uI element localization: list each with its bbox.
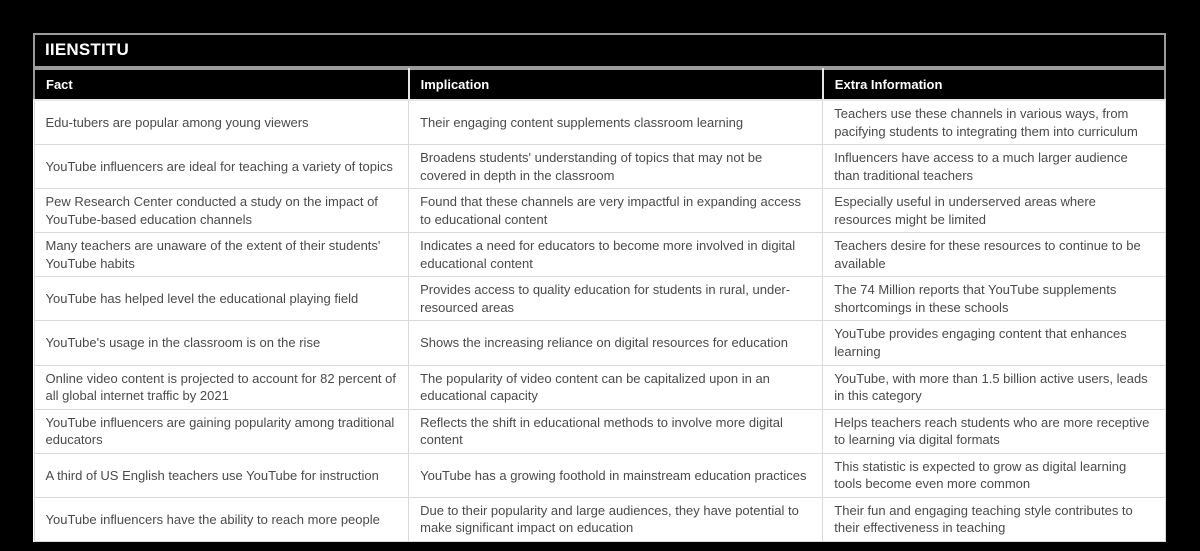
- table-header: [34, 69, 1165, 100]
- cell-fact: YouTube influencers are ideal for teaching a variety of topics: [34, 145, 409, 189]
- cell-implication: Broadens students' understanding of topics that may not be covered in depth in the classroom: [409, 145, 823, 189]
- cell-fact: YouTube's usage in the classroom is on the rise: [34, 321, 409, 365]
- cell-implication: Reflects the shift in educational methods to involve more digital content: [409, 409, 823, 453]
- cell-fact: Pew Research Center conducted a study on the impact of YouTube-based education channels: [34, 189, 409, 233]
- table-row: [34, 277, 1165, 321]
- cell-extra: YouTube provides engaging content that enhances learning: [823, 321, 1165, 365]
- header-row: [34, 69, 1165, 100]
- cell-implication: Their engaging content supplements classroom learning: [409, 100, 823, 145]
- cell-implication: Due to their popularity and large audiences, they have potential to make significant impact on education: [409, 497, 823, 541]
- cell-extra: Teachers use these channels in various ways, from pacifying students to integrating them into curriculum: [823, 100, 1165, 145]
- table-frame: [33, 33, 1166, 542]
- cell-implication: The popularity of video content can be capitalized upon in an educational capacity: [409, 365, 823, 409]
- table-row: [34, 100, 1165, 145]
- cell-extra: Especially useful in underserved areas where resources might be limited: [823, 189, 1165, 233]
- cell-extra: YouTube, with more than 1.5 billion active users, leads in this category: [823, 365, 1165, 409]
- table-row: [34, 189, 1165, 233]
- cell-fact: YouTube influencers are gaining popularity among traditional educators: [34, 409, 409, 453]
- table-row: [34, 409, 1165, 453]
- cell-implication: Provides access to quality education for students in rural, under-resourced areas: [409, 277, 823, 321]
- cell-implication: Shows the increasing reliance on digital resources for education: [409, 321, 823, 365]
- cell-implication: Found that these channels are very impactful in expanding access to educational content: [409, 189, 823, 233]
- page-title: IIENSTITU: [33, 33, 1166, 68]
- cell-extra: The 74 Million reports that YouTube supplements shortcomings in these schools: [823, 277, 1165, 321]
- cell-extra: This statistic is expected to grow as digital learning tools become even more common: [823, 453, 1165, 497]
- cell-extra: Helps teachers reach students who are more receptive to learning via digital formats: [823, 409, 1165, 453]
- column-header-implication: Implication: [409, 69, 823, 100]
- table-row: [34, 453, 1165, 497]
- cell-fact: Online video content is projected to account for 82 percent of all global internet traffic by 2021: [34, 365, 409, 409]
- table-row: [34, 145, 1165, 189]
- cell-fact: YouTube influencers have the ability to reach more people: [34, 497, 409, 541]
- cell-fact: Many teachers are unaware of the extent of their students' YouTube habits: [34, 233, 409, 277]
- table-row: [34, 365, 1165, 409]
- table-row: [34, 497, 1165, 541]
- table-row: [34, 321, 1165, 365]
- cell-fact: YouTube has helped level the educational playing field: [34, 277, 409, 321]
- table-row: [34, 233, 1165, 277]
- cell-extra: Influencers have access to a much larger audience than traditional teachers: [823, 145, 1165, 189]
- table-body: [34, 100, 1165, 541]
- cell-implication: Indicates a need for educators to become more involved in digital educational content: [409, 233, 823, 277]
- cell-extra: Teachers desire for these resources to continue to be available: [823, 233, 1165, 277]
- cell-implication: YouTube has a growing foothold in mainstream education practices: [409, 453, 823, 497]
- column-header-extra-information: Extra Information: [823, 69, 1165, 100]
- column-header-fact: Fact: [34, 69, 409, 100]
- cell-fact: A third of US English teachers use YouTube for instruction: [34, 453, 409, 497]
- cell-extra: Their fun and engaging teaching style contributes to their effectiveness in teaching: [823, 497, 1165, 541]
- facts-table: [33, 68, 1166, 542]
- cell-fact: Edu-tubers are popular among young viewers: [34, 100, 409, 145]
